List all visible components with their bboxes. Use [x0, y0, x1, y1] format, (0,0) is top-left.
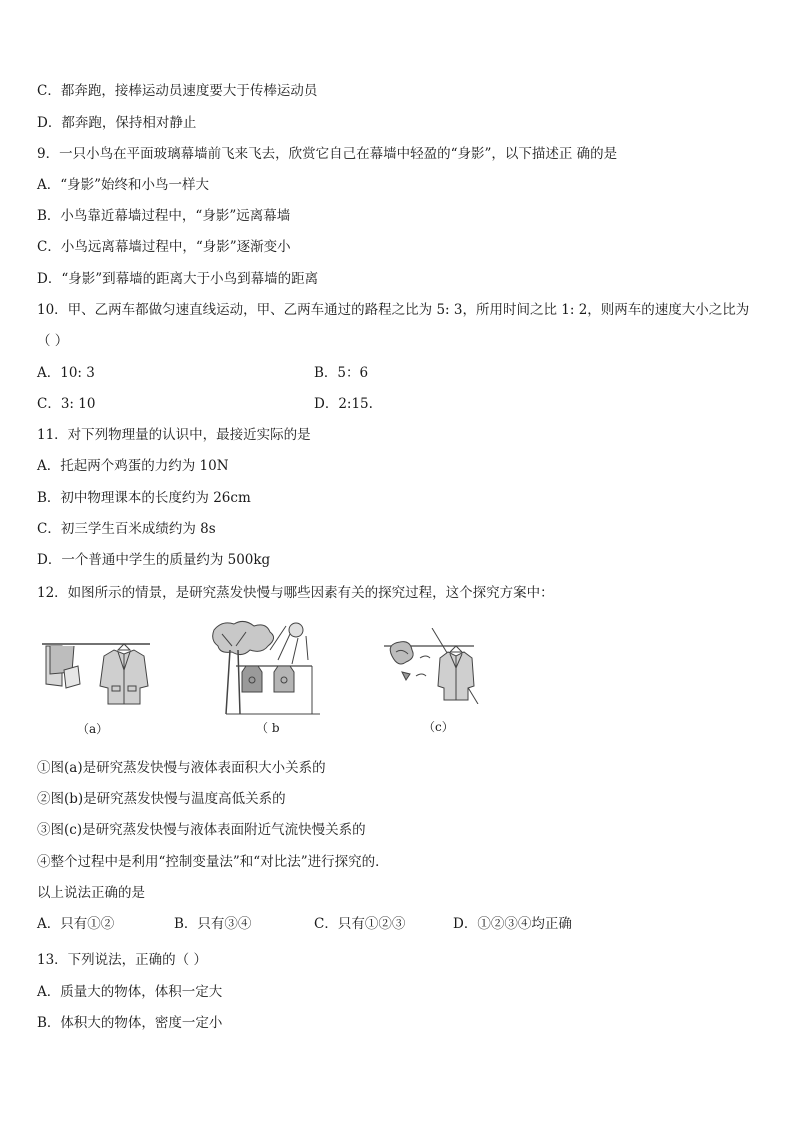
q9-stem: 9．一只小鸟在平面玻璃幕墙前飞来飞去，欣赏它自己在幕墙中轻盈的“身影”，以下描述正 确的是	[37, 146, 618, 162]
q9-option-a: A．“身影”始终和小鸟一样大	[37, 177, 210, 193]
q10-answer-paren: （ ）	[37, 333, 69, 349]
q12-prompt: 以上说法正确的是	[37, 885, 145, 901]
q11-option-d: D．一个普通中学生的质量约为 500kg	[37, 552, 271, 568]
q9-option-b: B．小鸟靠近幕墙过程中，“身影”远离幕墙	[37, 208, 291, 224]
q10-option-a: A．10: 3	[37, 365, 95, 381]
q12-stem: 12．如图所示的情景，是研究蒸发快慢与哪些因素有关的探究过程，这个探究方案中：	[37, 585, 554, 601]
q12-statement-4: ④整个过程中是利用“控制变量法”和“对比法”进行探究的．	[37, 854, 389, 870]
figure-a-caption: （a）	[77, 722, 109, 736]
q8-option-c: C．都奔跑，接棒运动员速度要大于传棒运动员	[37, 83, 318, 99]
q9-option-c: C．小鸟远离幕墙过程中，“身影”逐渐变小	[37, 239, 291, 255]
figure-b-caption: （ b	[256, 721, 280, 735]
q13-option-a: A．质量大的物体，体积一定大	[37, 984, 223, 1000]
q11-stem: 11．对下列物理量的认识中，最接近实际的是	[37, 427, 311, 443]
q8-option-d: D．都奔跑，保持相对静止	[37, 115, 197, 131]
q12-statement-1: ①图(a)是研究蒸发快慢与液体表面积大小关系的	[37, 760, 326, 776]
figure-b-tree-and-sun	[212, 620, 324, 716]
q10-option-d: D．2:15.	[314, 396, 373, 412]
q11-option-b: B．初中物理课本的长度约为 26cm	[37, 490, 251, 506]
figure-c-wind-and-jacket	[382, 628, 482, 704]
q9-option-d: D．“身影”到幕墙的距离大于小鸟到幕墙的距离	[37, 271, 319, 287]
q10-option-c: C．3: 10	[37, 396, 96, 412]
q13-stem: 13．下列说法，正确的（ ）	[37, 952, 207, 968]
q11-option-c: C．初三学生百米成绩约为 8s	[37, 521, 216, 537]
q12-option-b: B．只有③④	[174, 916, 252, 932]
figure-a-jacket-and-cloth	[40, 636, 152, 710]
q12-option-c: C．只有①②③	[314, 916, 406, 932]
q10-stem: 10．甲、乙两车都做匀速直线运动，甲、乙两车通过的路程之比为 5: 3，所用时间之比 1: 2，则两车的速度大小之比为	[37, 302, 750, 318]
q12-statement-3: ③图(c)是研究蒸发快慢与液体表面附近气流快慢关系的	[37, 822, 366, 838]
figure-c-caption: （c）	[423, 720, 454, 734]
q12-option-d: D．①②③④均正确	[453, 916, 572, 932]
q12-option-a: A．只有①②	[37, 916, 115, 932]
q11-option-a: A．托起两个鸡蛋的力约为 10N	[37, 458, 229, 474]
q10-option-b: B．5：6	[314, 365, 369, 381]
q12-statement-2: ②图(b)是研究蒸发快慢与温度高低关系的	[37, 791, 286, 807]
q13-option-b: B．体积大的物体，密度一定小	[37, 1015, 223, 1031]
